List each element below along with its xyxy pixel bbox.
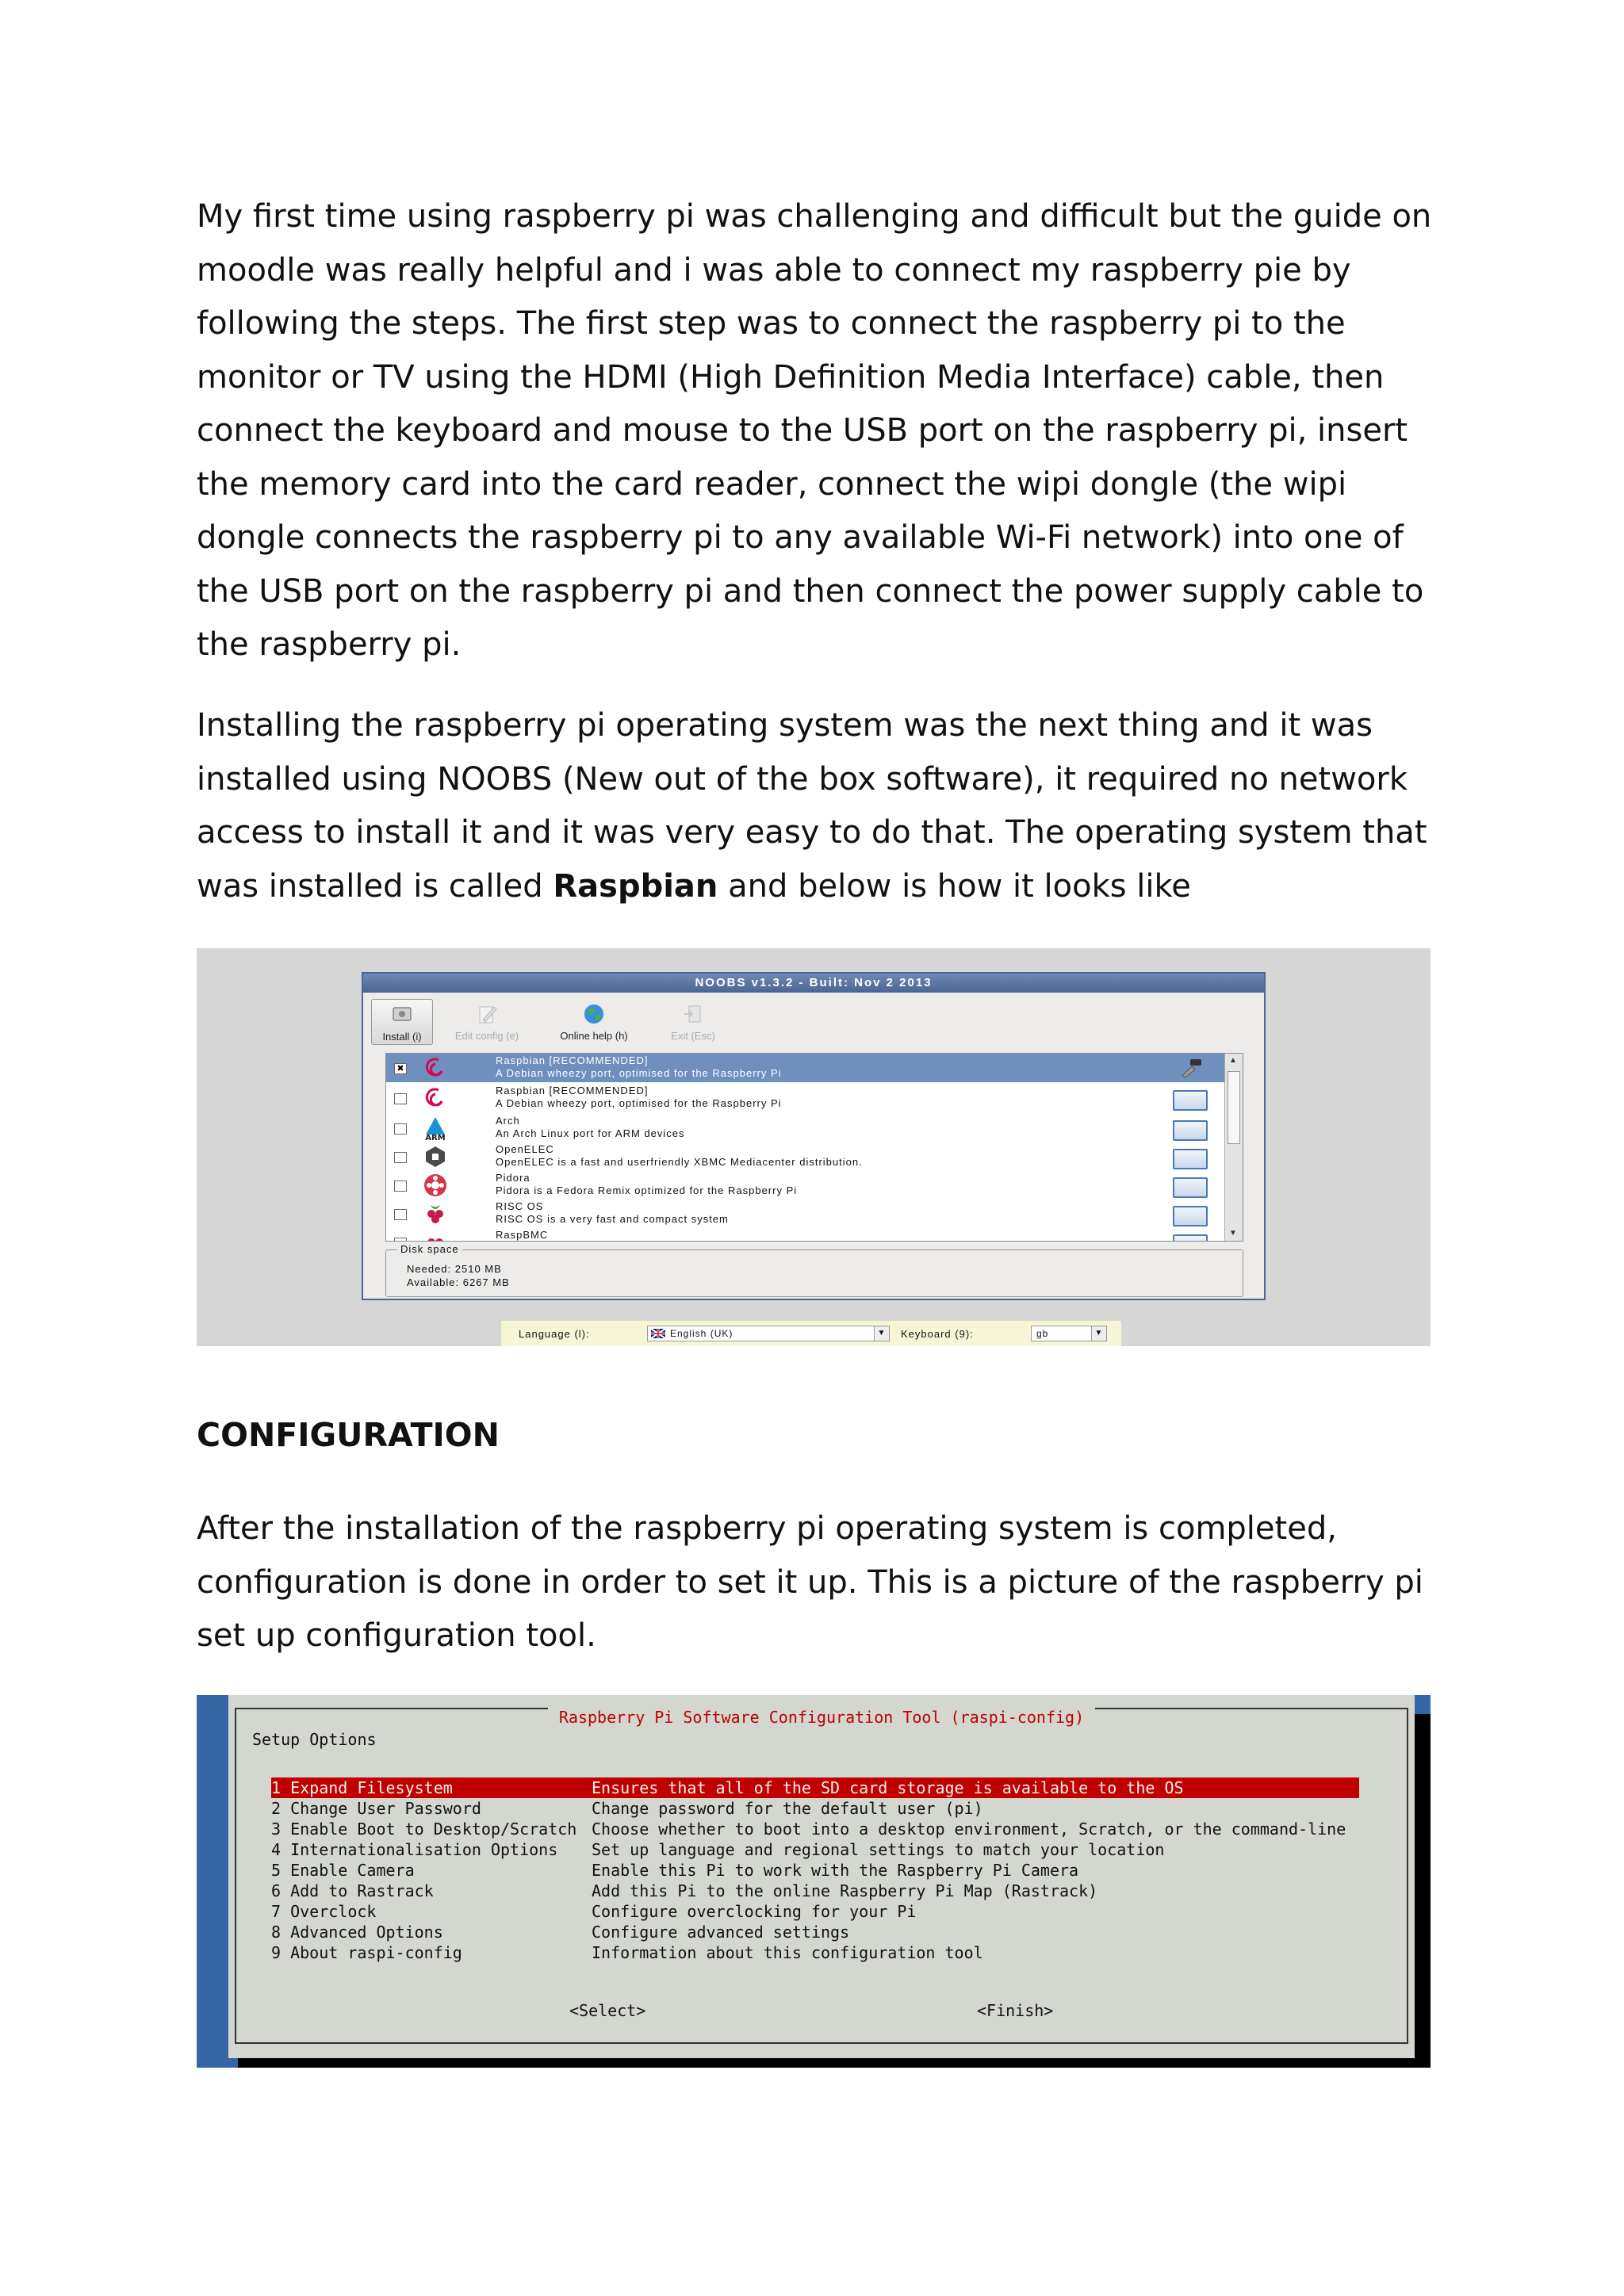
keyboard-select[interactable] — [1031, 1326, 1107, 1341]
os-name: OpenELEC — [496, 1143, 554, 1155]
exit-label: Exit (Esc) — [671, 1030, 715, 1042]
menu-item-change-password[interactable] — [271, 1798, 1359, 1819]
os-edit-button[interactable] — [1173, 1149, 1208, 1169]
os-description: Pidora is a Fedora Remix optimized for the Raspberry Pi — [496, 1184, 798, 1196]
os-checkbox[interactable]: ✖ — [394, 1063, 407, 1074]
noobs-toolbar — [371, 999, 1085, 1043]
raspberry-logo-icon — [423, 1201, 448, 1226]
paragraph-installation — [197, 699, 1434, 913]
raspbian-bold: Raspbian — [553, 867, 718, 905]
menu-item-enable-camera[interactable] — [271, 1860, 1359, 1881]
menu-item-rastrack[interactable] — [271, 1881, 1359, 1901]
paragraph-installation-text: Installing the raspberry pi operating system was the next thing and it was installed using NOOBS (New out of the box software), it required no network access to install it and it was very easy to do that. The operating system that was installed is called — [197, 707, 1427, 905]
globe-icon — [582, 1002, 606, 1026]
os-checkbox[interactable] — [394, 1152, 407, 1163]
language-bar — [501, 1321, 1121, 1346]
uk-flag-icon — [651, 1329, 665, 1338]
os-item-raspbian[interactable] — [386, 1084, 1227, 1112]
edit-pen-icon[interactable] — [1179, 1058, 1206, 1077]
menu-item-key: 6 Add to Rastrack — [271, 1881, 434, 1900]
exit-icon — [681, 1002, 705, 1026]
menu-item-key: 5 Enable Camera — [271, 1861, 415, 1880]
os-edit-button[interactable] — [1173, 1234, 1208, 1242]
paragraph-setup: My first time using raspberry pi was challenging and difficult but the guide on moodle was really helpful and i was able to connect my raspberry pie by following the steps. The first step was to connect the raspberry pi to the monitor or TV using the HDMI (High Definition Media Interface) cable, then connect the keyboard and mouse to the USB port on the raspberry pi, insert the memory card into the card reader, connect the wipi dongle (the wipi dongle connects the raspberry pi to any available Wi-Fi network) into one of the USB port on the raspberry pi and then connect the power supply cable to the raspberry pi. — [197, 198, 1432, 663]
arch-logo-icon — [423, 1115, 448, 1141]
noobs-window — [362, 972, 1266, 1300]
disk-available: Available: 6267 MB — [407, 1276, 510, 1288]
menu-item-desc: Configure advanced settings — [592, 1923, 850, 1942]
os-name: RaspBMC — [496, 1229, 549, 1241]
edit-config-button[interactable] — [439, 999, 534, 1043]
os-description: A Debian wheezy port, optimised for the Raspberry Pi — [496, 1067, 782, 1079]
menu-item-desc: Change password for the default user (pi) — [592, 1799, 983, 1818]
dialog-title-bar — [236, 1708, 1407, 1727]
paragraph-installation-end: and below is how it looks like — [718, 867, 1191, 905]
menu-item-desc: Add this Pi to the online Raspberry Pi Map (Rastrack) — [592, 1881, 1098, 1900]
options-menu[interactable] — [271, 1777, 1359, 1963]
language-value: English (UK) — [670, 1328, 733, 1339]
menu-item-key: 4 Internationalisation Options — [271, 1840, 558, 1859]
os-name: Pidora — [496, 1172, 530, 1184]
dialog-frame — [235, 1708, 1408, 2044]
debian-swirl-icon — [423, 1085, 448, 1111]
install-label: Install (i) — [382, 1031, 422, 1043]
menu-item-key: 8 Advanced Options — [271, 1923, 443, 1942]
os-description: OpenELEC is a fast and userfriendly XBMC Mediacenter distribution. — [496, 1156, 863, 1168]
edit-config-icon — [475, 1002, 499, 1026]
os-list-scrollbar[interactable] — [1224, 1054, 1243, 1241]
os-edit-button[interactable] — [1173, 1177, 1208, 1198]
finish-button[interactable]: <Finish> — [977, 2001, 1054, 2020]
os-description: RISC OS is a very fast and compact system — [496, 1213, 729, 1225]
debian-swirl-icon — [423, 1055, 448, 1081]
setup-options-label: Setup Options — [252, 1730, 377, 1749]
os-name: Raspbian [RECOMMENDED] — [496, 1054, 649, 1066]
menu-item-key: 9 About raspi-config — [271, 1943, 462, 1962]
os-item-openelec[interactable] — [386, 1142, 1227, 1171]
disk-needed: Needed: 2510 MB — [407, 1263, 502, 1275]
noobs-titlebar: NOOBS v1.3.2 - Built: Nov 2 2013 — [363, 974, 1264, 993]
scroll-up-icon[interactable]: ▲ — [1229, 1056, 1237, 1065]
install-icon — [390, 1003, 414, 1027]
os-name: RISC OS — [496, 1200, 544, 1212]
os-edit-button[interactable] — [1173, 1206, 1208, 1226]
os-checkbox[interactable] — [394, 1238, 407, 1242]
chevron-down-icon[interactable]: ▼ — [874, 1326, 889, 1341]
language-select[interactable] — [647, 1326, 890, 1341]
os-name: Arch — [496, 1115, 520, 1127]
os-edit-button[interactable] — [1173, 1090, 1208, 1111]
openelec-logo-icon — [423, 1144, 448, 1169]
menu-item-internationalisation[interactable] — [271, 1839, 1359, 1860]
dialog-title: Raspberry Pi Software Configuration Tool (raspi-config) — [548, 1708, 1095, 1727]
scroll-down-icon[interactable]: ▼ — [1229, 1229, 1237, 1238]
configuration-heading: CONFIGURATION — [197, 1416, 500, 1454]
os-checkbox[interactable] — [394, 1209, 407, 1220]
exit-button[interactable] — [653, 999, 733, 1043]
os-item-pidora[interactable] — [386, 1171, 1227, 1200]
menu-item-key: 1 Expand Filesystem — [271, 1778, 453, 1797]
menu-item-desc: Enable this Pi to work with the Raspberry Pi Camera — [592, 1861, 1079, 1880]
menu-item-desc: Ensures that all of the SD card storage is available to the OS — [592, 1778, 1184, 1797]
os-description: A Debian wheezy port, optimised for the Raspberry Pi — [496, 1097, 782, 1109]
os-name: Raspbian [RECOMMENDED] — [496, 1085, 649, 1096]
keyboard-value: gb — [1036, 1328, 1049, 1339]
raspi-config-screenshot — [197, 1695, 1431, 2068]
os-item-raspbian-selected[interactable] — [386, 1054, 1227, 1082]
chevron-down-icon[interactable]: ▼ — [1091, 1326, 1106, 1341]
raspberry-logo-icon — [423, 1230, 448, 1242]
menu-item-desc: Set up language and regional settings to match your location — [592, 1840, 1165, 1859]
os-edit-button[interactable] — [1173, 1120, 1208, 1141]
online-help-label: Online help (h) — [560, 1030, 628, 1042]
os-item-raspbmc[interactable] — [386, 1228, 1227, 1242]
menu-item-desc: Configure overclocking for your Pi — [592, 1902, 917, 1921]
menu-item-desc: Choose whether to boot into a desktop environment, Scratch, or the command-line — [592, 1820, 1346, 1839]
menu-item-key: 3 Enable Boot to Desktop/Scratch — [271, 1820, 577, 1839]
os-checkbox[interactable] — [394, 1123, 407, 1135]
os-list[interactable] — [385, 1053, 1243, 1242]
menu-item-expand-filesystem[interactable] — [271, 1777, 1359, 1798]
language-label: Language (l): — [519, 1328, 590, 1340]
raspi-config-dialog — [228, 1695, 1415, 2058]
scrollbar-thumb[interactable] — [1228, 1071, 1240, 1144]
os-item-riscos[interactable] — [386, 1200, 1227, 1228]
disk-space-panel — [385, 1243, 1243, 1297]
keyboard-label: Keyboard (9): — [901, 1328, 974, 1340]
noobs-screenshot — [197, 948, 1431, 1346]
os-checkbox[interactable] — [394, 1093, 407, 1104]
menu-item-key: 7 Overclock — [271, 1902, 377, 1921]
disk-space-legend: Disk space — [397, 1243, 462, 1255]
menu-item-overclock[interactable] — [271, 1901, 1359, 1922]
edit-config-label: Edit config (e) — [454, 1030, 519, 1042]
os-checkbox[interactable] — [394, 1181, 407, 1192]
os-item-arch[interactable] — [386, 1114, 1227, 1142]
menu-item-desc: Information about this configuration tool — [592, 1943, 983, 1962]
menu-item-key: 2 Change User Password — [271, 1799, 481, 1818]
online-help-button[interactable] — [542, 999, 645, 1043]
install-button[interactable] — [371, 999, 433, 1045]
arm-icon-text: ARM — [425, 1134, 446, 1141]
menu-item-advanced[interactable] — [271, 1922, 1359, 1942]
menu-item-about[interactable] — [271, 1942, 1359, 1963]
paragraph-configuration: After the installation of the raspberry pi operating system is completed, configuration is done in order to set it up. This is a picture of the raspberry pi set up configuration tool. — [197, 1510, 1423, 1654]
menu-item-boot-desktop[interactable] — [271, 1819, 1359, 1839]
os-description: An Arch Linux port for ARM devices — [496, 1127, 685, 1139]
pidora-logo-icon — [423, 1173, 448, 1198]
select-button[interactable]: <Select> — [569, 2001, 646, 2020]
